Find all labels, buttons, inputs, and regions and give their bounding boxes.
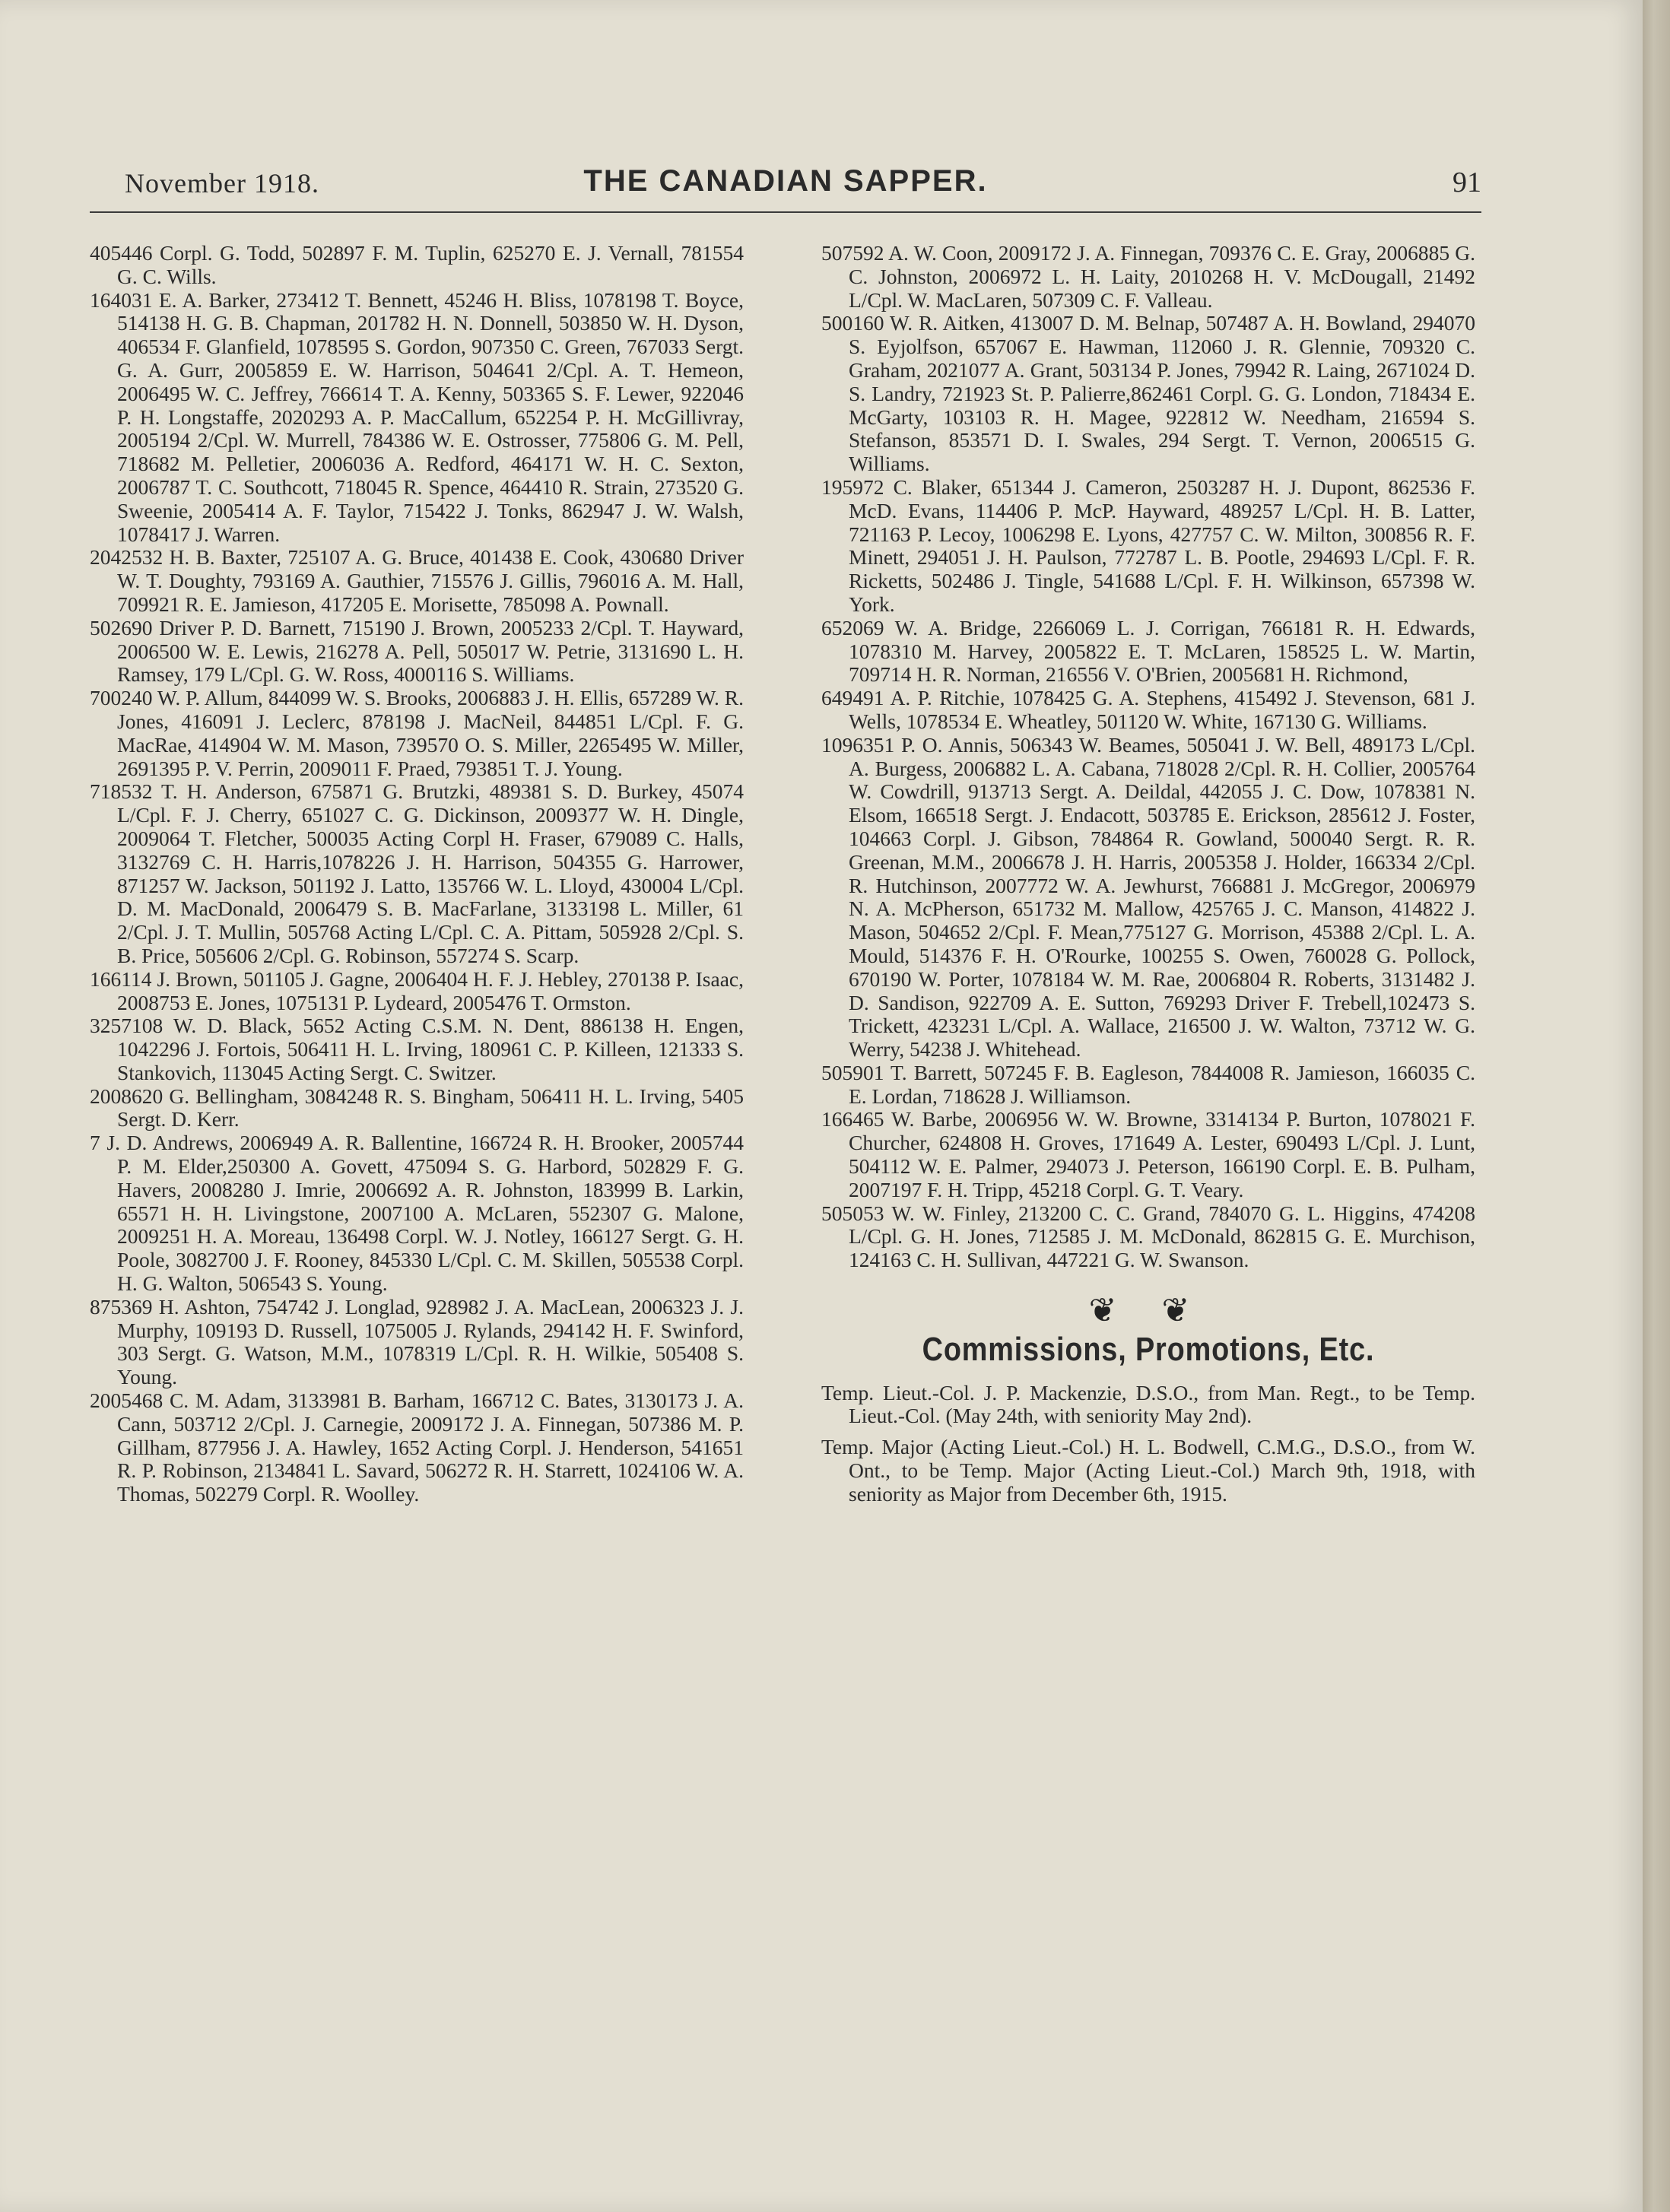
list-entry: 875369 H. Ashton, 754742 J. Longlad, 928982 J. A. MacLean, 2006323 J. J. Murphy, 109193 D. Russell, 1075005 J. Rylands, 294142 H. F. Swinford, 303 Sergt. G. Watson, M.M., 1078319 L/Cpl. R. H. Wilkie, 505408 S. Young.: [90, 1294, 744, 1389]
list-entry: 405446 Corpl. G. Todd, 502897 F. M. Tuplin, 625270 E. J. Vernall, 781554 G. C. Wills.: [90, 241, 744, 288]
left-column: [90, 242, 744, 1506]
page-number: 91: [1453, 167, 1481, 198]
list-entry: 718532 T. H. Anderson, 675871 G. Brutzki, 489381 S. D. Burkey, 45074 L/Cpl. F. J. Cherry, 651027 C. G. Dickinson, 2009377 W. H. Dingle, 2009064 T. Fletcher, 500035 Acting Corpl H. Fraser, 679089 C. Halls, 3132769 C. H. Harris,1078226 J. H. Harrison, 504355 G. Harrower, 871257 W. Jackson, 501192 J. Latto, 135766 W. L. Lloyd, 430004 L/Cpl. D. M. MacDonald, 2006479 S. B. MacFarlane, 3133198 L. Miller, 61 2/Cpl. J. T. Mullin, 505768 Acting L/Cpl. C. A. Pittam, 505928 2/Cpl. S. B. Price, 505606 2/Cpl. G. Robinson, 557274 S. Scarp.: [90, 779, 744, 967]
right-column: [821, 242, 1475, 1514]
commission-paragraph: Temp. Lieut.-Col. J. P. Mackenzie, D.S.O., from Man. Regt., to be Temp. Lieut.-Col. (May 24th, with seniority May 2nd).: [821, 1380, 1475, 1428]
list-entry: 652069 W. A. Bridge, 2266069 L. J. Corrigan, 766181 R. H. Edwards, 1078310 M. Harvey, 2005822 E. T. McLaren, 158525 L. W. Martin, 709714 H. R. Norman, 216556 V. O'Brien, 2005681 H. Richmond,: [821, 615, 1475, 687]
list-entry: 164031 E. A. Barker, 273412 T. Bennett, 45246 H. Bliss, 1078198 T. Boyce, 514138 H. G. B. Chapman, 201782 H. N. Donnell, 503850 W. H. Dyson, 406534 F. Glanfield, 1078595 S. Gordon, 907350 C. Green, 767033 Sergt. G. A. Gurr, 2005859 E. W. Harrison, 504641 2/Cpl. A. T. Hemeon, 2006495 W. C. Jeffrey, 766614 T. A. Kenny, 503365 S. F. Lewer, 922046 P. H. Longstaffe, 2020293 A. P. MacCallum, 652254 P. H. McGillivray, 2005194 2/Cpl. W. Murrell, 784386 W. E. Ostrosser, 775806 G. M. Pell, 718682 M. Pelletier, 2006036 A. Redford, 464171 W. H. C. Sexton, 2006787 T. C. Southcott, 718045 R. Spence, 464410 R. Strain, 273520 G. Sweenie, 2005414 A. F. Taylor, 715422 J. Tonks, 862947 J. W. Walsh, 1078417 J. Warren.: [90, 287, 744, 546]
running-header: [90, 160, 1481, 205]
list-entry: 505901 T. Barrett, 507245 F. B. Eagleson, 7844008 R. Jamieson, 166035 C. E. Lordan, 718628 J. Williamson.: [821, 1060, 1475, 1108]
list-entry: 166114 J. Brown, 501105 J. Gagne, 2006404 H. F. J. Hebley, 270138 P. Isaac, 2008753 E. Jones, 1075131 P. Lydeard, 2005476 T. Ormston.: [90, 966, 744, 1014]
header-date: November 1918.: [125, 168, 319, 198]
header-title: THE CANADIAN SAPPER.: [583, 164, 988, 198]
list-entry: 507592 A. W. Coon, 2009172 J. A. Finnegan, 709376 C. E. Gray, 2006885 G. C. Johnston, 2006972 L. H. Laity, 2010268 H. V. McDougall, 21492 L/Cpl. W. MacLaren, 507309 C. F. Valleau.: [821, 241, 1475, 312]
commission-paragraph: Temp. Major (Acting Lieut.-Col.) H. L. Bodwell, C.M.G., D.S.O., from W. Ont., to be Temp. Major (Acting Lieut.-Col.) March 9th, 1918, with seniority as Major from December 6th, 1915.: [821, 1435, 1475, 1506]
list-entry: 502690 Driver P. D. Barnett, 715190 J. Brown, 2005233 2/Cpl. T. Hayward, 2006500 W. E. Lewis, 216278 A. Pell, 505017 W. Petrie, 3131690 L. H. Ramsey, 179 L/Cpl. G. W. Ross, 4000116 S. Williams.: [90, 615, 744, 687]
list-entry: 2008620 G. Bellingham, 3084248 R. S. Bingham, 506411 H. L. Irving, 5405 Sergt. D. Kerr.: [90, 1084, 744, 1131]
list-entry: 3257108 W. D. Black, 5652 Acting C.S.M. N. Dent, 886138 H. Engen, 1042296 J. Fortois, 506411 H. L. Irving, 180961 C. P. Killeen, 121333 S. Stankovich, 113045 Acting Sergt. C. Switzer.: [90, 1014, 744, 1084]
header-rule: [90, 211, 1481, 213]
list-entry: 649491 A. P. Ritchie, 1078425 G. A. Stephens, 415492 J. Stevenson, 681 J. Wells, 1078534 E. Wheatley, 501120 W. White, 167130 G. Williams.: [821, 686, 1475, 733]
list-entry: 505053 W. W. Finley, 213200 C. C. Grand, 784070 G. L. Higgins, 474208 L/Cpl. G. H. Jones, 712585 J. M. McDonald, 862815 G. E. Murchison, 124163 C. H. Sullivan, 447221 G. W. Swanson.: [821, 1201, 1475, 1272]
list-entry: 195972 C. Blaker, 651344 J. Cameron, 2503287 H. J. Dupont, 862536 F. McD. Evans, 114406 P. McP. Hayward, 489257 L/Cpl. H. B. Latter, 721163 P. Lecoy, 1006298 E. Lyons, 427757 C. W. Milton, 300856 R. F. Minett, 294051 J. H. Paulson, 772787 L. B. Pootle, 294693 L/Cpl. F. R. Ricketts, 502486 J. Tingle, 541688 L/Cpl. F. H. Wilkinson, 657398 W. York.: [821, 474, 1475, 616]
list-entry: 1096351 P. O. Annis, 506343 W. Beames, 505041 J. W. Bell, 489173 L/Cpl. A. Burgess, 2006882 L. A. Cabana, 718028 2/Cpl. R. H. Collier, 2005764 W. Cowdrill, 913713 Sergt. A. Deildal, 442055 J. C. Dow, 1078381 N. Elsom, 166518 Sergt. J. Endacott, 503785 E. Erickson, 285612 J. Foster, 104663 Corpl. J. Gibson, 784864 R. Gowland, 500040 Sergt. R. R. Greenan, M.M., 2006678 J. H. Harris, 2005358 J. Holder, 166334 2/Cpl. R. Hutchinson, 2007772 W. A. Jewhurst, 766881 J. McGregor, 2006979 N. A. McPherson, 651732 M. Mallow, 425765 J. C. Manson, 414822 J. Mason, 504652 2/Cpl. F. Mean,775127 G. Morrison, 45388 2/Cpl. L. A. Mould, 514376 F. H. O'Rourke, 100255 S. Owen, 760028 G. Pollock, 670190 W. Porter, 1078184 W. M. Rae, 2006804 R. Roberts, 3131482 J. D. Sandison, 922709 A. E. Sutton, 769293 Driver F. Trebell,102473 S. Trickett, 423231 L/Cpl. A. Wallace, 216500 J. W. Walton, 73712 W. G. Werry, 54238 J. Whitehead.: [821, 732, 1475, 1062]
list-entry: 2042532 H. B. Baxter, 725107 A. G. Bruce, 401438 E. Cook, 430680 Driver W. T. Doughty, 793169 A. Gauthier, 715576 J. Gillis, 796016 A. M. Hall, 709921 R. E. Jamieson, 417205 E. Morisette, 785098 A. Pownall.: [90, 545, 744, 616]
list-entry: 7 J. D. Andrews, 2006949 A. R. Ballentine, 166724 R. H. Brooker, 2005744 P. M. Elder,250300 A. Govett, 475094 S. G. Harbord, 502829 F. G. Havers, 2008280 J. Imrie, 2006692 A. R. Johnston, 183999 B. Larkin, 65571 H. H. Livingstone, 2007100 A. McLaren, 552307 G. Malone, 2009251 H. A. Moreau, 136498 Corpl. W. J. Notley, 166127 Sergt. G. H. Poole, 3082700 J. F. Rooney, 845330 L/Cpl. C. M. Skillen, 505538 Corpl. H. G. Walton, 506543 S. Young.: [90, 1131, 744, 1296]
list-entry: 166465 W. Barbe, 2006956 W. W. Browne, 3314134 P. Burton, 1078021 F. Churcher, 624808 H. Groves, 171649 A. Lester, 690493 L/Cpl. J. Lunt, 504112 W. E. Palmer, 294073 J. Peterson, 166190 Corpl. E. B. Pulham, 2007197 F. H. Tripp, 45218 Corpl. G. T. Veary.: [821, 1107, 1475, 1201]
list-entry: 700240 W. P. Allum, 844099 W. S. Brooks, 2006883 J. H. Ellis, 657289 W. R. Jones, 416091 J. Leclerc, 878198 J. MacNeil, 844851 L/Cpl. F. G. MacRae, 414904 W. M. Mason, 739570 O. S. Miller, 2265495 W. Miller, 2691395 P. V. Perrin, 2009011 F. Praed, 793851 T. J. Young.: [90, 686, 744, 780]
ornament-divider: ❦ ❦: [1088, 1292, 1208, 1330]
page-edge: [1643, 0, 1670, 2212]
section-heading: Commissions, Promotions, Etc.: [922, 1330, 1375, 1368]
list-entry: 500160 W. R. Aitken, 413007 D. M. Belnap, 507487 A. H. Bowland, 294070 S. Eyjolfson, 657067 E. Hawman, 112060 J. R. Glennie, 709320 C. Graham, 2021077 A. Grant, 503134 P. Jones, 79942 R. Laing, 2671024 D. S. Landry, 721923 St. P. Palierre,862461 Corpl. G. G. London, 718434 E. McGarty, 103103 R. H. Magee, 922812 W. Needham, 216594 S. Stefanson, 853571 D. I. Swales, 294 Sergt. T. Vernon, 2006515 G. Williams.: [821, 311, 1475, 476]
list-entry: 2005468 C. M. Adam, 3133981 B. Barham, 166712 C. Bates, 3130173 J. A. Cann, 503712 2/Cpl. J. Carnegie, 2009172 J. A. Finnegan, 507386 M. P. Gillham, 877956 J. A. Hawley, 1652 Acting Corpl. J. Henderson, 541651 R. P. Robinson, 2134841 L. Savard, 506272 R. H. Starrett, 1024106 W. A. Thomas, 502279 Corpl. R. Woolley.: [90, 1388, 744, 1506]
